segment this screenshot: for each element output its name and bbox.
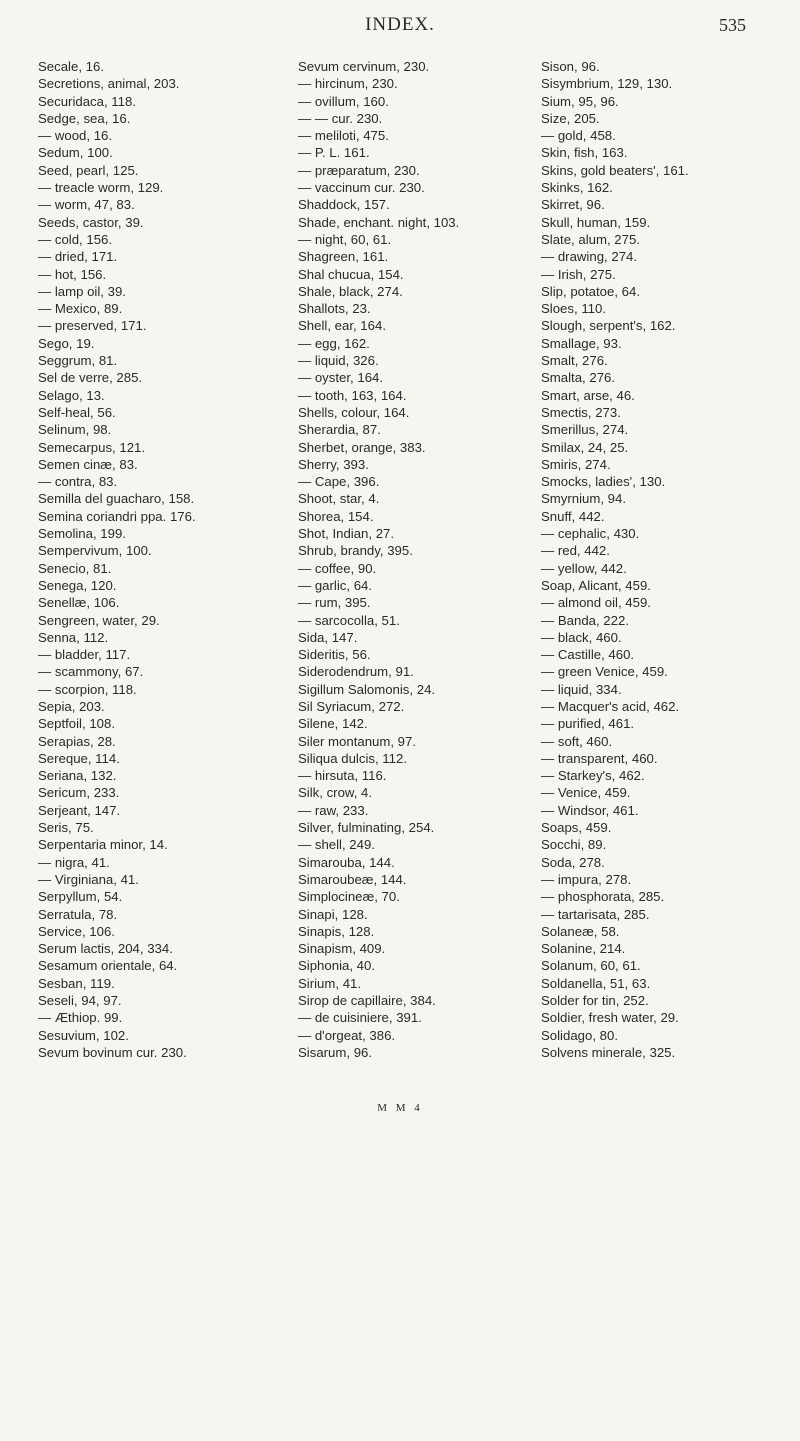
index-entry: Sirop de capillaire, 384.: [298, 993, 436, 1009]
index-entry: Serjeant, 147.: [38, 802, 121, 818]
index-entry: — Virginiana, 41.: [38, 871, 139, 887]
index-entry: — green Venice, 459.: [541, 664, 668, 680]
index-entry: Sigillum Salomonis, 24.: [298, 681, 436, 697]
index-entry: — tartarisata, 285.: [541, 906, 650, 922]
index-entry: — red, 442.: [541, 543, 610, 559]
index-entry: Solanine, 214.: [541, 941, 626, 957]
index-entry: — scorpion, 118.: [38, 681, 137, 697]
index-entry: Siler montanum, 97.: [298, 733, 417, 749]
index-entry: — — cur. 230.: [298, 110, 383, 126]
index-entry: Shallots, 23.: [298, 301, 371, 317]
index-entry: — liquid, 334.: [541, 681, 622, 697]
index-entry: Smart, arse, 46.: [541, 387, 635, 403]
index-entry: — contra, 83.: [38, 474, 118, 490]
index-entry: Size, 205.: [541, 110, 600, 126]
index-entry: — Windsor, 461.: [541, 802, 639, 818]
index-entry: Sesamum orientale, 64.: [38, 958, 178, 974]
index-entry: Shrub, brandy, 395.: [298, 543, 413, 559]
index-entry: Seed, pearl, 125.: [38, 162, 139, 178]
index-entry: Secretions, animal, 203.: [38, 76, 180, 92]
index-entry: Sego, 19.: [38, 335, 95, 351]
index-entry: Snuff, 442.: [541, 508, 605, 524]
index-entry: — Mexico, 89.: [38, 301, 123, 317]
index-entry: Sesuvium, 102.: [38, 1027, 129, 1043]
index-entry: Sil Syriacum, 272.: [298, 698, 405, 714]
index-entry: Soldanella, 51, 63.: [541, 975, 651, 991]
index-entry: — hirsuta, 116.: [298, 768, 387, 784]
index-entry: Seris, 75.: [38, 820, 94, 836]
index-entry: Seeds, castor, 39.: [38, 214, 144, 230]
index-entry: — garlic, 64.: [298, 577, 373, 593]
index-entry: Sengreen, water, 29.: [38, 612, 160, 628]
index-entry: Sereque, 114.: [38, 750, 120, 766]
index-entry: Sericum, 233.: [38, 785, 120, 801]
index-entry: Sherbet, orange, 383.: [298, 439, 426, 455]
index-entry: Soldier, fresh water, 29.: [541, 1010, 679, 1026]
index-entry: — yellow, 442.: [541, 560, 627, 576]
index-entry: — gold, 458.: [541, 128, 616, 144]
index-entry: Senellæ, 106.: [38, 595, 120, 611]
index-entry: Smalta, 276.: [541, 370, 616, 386]
index-column-3: [541, 58, 791, 1061]
index-entry: Service, 106.: [38, 923, 115, 939]
index-entry: Shaddock, 157.: [298, 197, 390, 213]
index-entry: Serratula, 78.: [38, 906, 118, 922]
index-entry: Shell, ear, 164.: [298, 318, 386, 334]
index-entry: Slip, potatoe, 64.: [541, 283, 640, 299]
index-entry: Shale, black, 274.: [298, 283, 403, 299]
index-entry: Sisarum, 96.: [298, 1044, 373, 1060]
index-entry: — P. L. 161.: [298, 145, 370, 161]
index-entry: — phosphorata, 285.: [541, 889, 665, 905]
index-entry: Smectis, 273.: [541, 404, 621, 420]
index-entry: — coffee, 90.: [298, 560, 377, 576]
index-entry: — Banda, 222.: [541, 612, 629, 628]
index-entry: — impura, 278.: [541, 871, 632, 887]
index-entry: — drawing, 274.: [541, 249, 638, 265]
index-entry: Shot, Indian, 27.: [298, 526, 395, 542]
index-entry: — cephalic, 430.: [541, 526, 640, 542]
index-entry: Securidaca, 118.: [38, 93, 136, 109]
index-entry: — tooth, 163, 164.: [298, 387, 407, 403]
index-column-1: [38, 58, 300, 1061]
index-entry: — de cuisiniere, 391.: [298, 1010, 422, 1026]
index-entry: — Starkey's, 462.: [541, 768, 645, 784]
page-number: 535: [719, 15, 746, 35]
index-entry: Soaps, 459.: [541, 820, 612, 836]
index-entry: Serapias, 28.: [38, 733, 116, 749]
index-entry: Sisymbrium, 129, 130.: [541, 76, 673, 92]
index-entry: Sinapis, 128.: [298, 923, 375, 939]
index-entry: — egg, 162.: [298, 335, 370, 351]
index-entry: — raw, 233.: [298, 802, 369, 818]
index-entry: Silver, fulminating, 254.: [298, 820, 435, 836]
index-entry: Selago, 13.: [38, 387, 105, 403]
index-entry: Semilla del guacharo, 158.: [38, 491, 195, 507]
index-entry: — scammony, 67.: [38, 664, 144, 680]
index-entry: — treacle worm, 129.: [38, 180, 164, 196]
page-header: [0, 14, 800, 44]
index-entry: Smilax, 24, 25.: [541, 439, 629, 455]
index-entry: — Castille, 460.: [541, 647, 635, 663]
index-entry: — d'orgeat, 386.: [298, 1027, 396, 1043]
index-entry: Sinapi, 128.: [298, 906, 368, 922]
index-entry: Solder for tin, 252.: [541, 993, 649, 1009]
index-entry: Smalt, 276.: [541, 353, 608, 369]
running-head: INDEX.: [365, 14, 435, 35]
index-entry: Sepia, 203.: [38, 698, 105, 714]
index-entry: — meliloti, 475.: [298, 128, 389, 144]
index-entry: — cold, 156.: [38, 231, 113, 247]
index-entry: Siderodendrum, 91.: [298, 664, 414, 680]
index-entry: Slate, alum, 275.: [541, 231, 640, 247]
index-entry: Sedge, sea, 16.: [38, 110, 131, 126]
index-entry: Smocks, ladies', 130.: [541, 474, 666, 490]
index-entry: Skins, gold beaters', 161.: [541, 162, 689, 178]
index-entry: Semina coriandri ppa. 176.: [38, 508, 196, 524]
index-entry: Serpentaria minor, 14.: [38, 837, 168, 853]
index-entry: Siliqua dulcis, 112.: [298, 750, 407, 766]
index-entry: Sel de verre, 285.: [38, 370, 143, 386]
index-entry: Sesban, 119.: [38, 975, 115, 991]
index-entry: Socchi, 89.: [541, 837, 607, 853]
index-entry: Sherry, 393.: [298, 456, 369, 472]
index-entry: Shells, colour, 164.: [298, 404, 410, 420]
index-entry: Sevum bovinum cur. 230.: [38, 1044, 187, 1060]
index-entry: Sium, 95, 96.: [541, 93, 619, 109]
index-entry: Soap, Alicant, 459.: [541, 577, 651, 593]
index-entry: Sherardia, 87.: [298, 422, 381, 438]
index-entry: — Venice, 459.: [541, 785, 631, 801]
index-entry: Simarouba, 144.: [298, 854, 395, 870]
index-entry: Semolina, 199.: [38, 526, 126, 542]
index-entry: Shal chucua, 154.: [298, 266, 404, 282]
index-entry: Silk, crow, 4.: [298, 785, 373, 801]
index-entry: — liquid, 326.: [298, 353, 379, 369]
index-entry: Senecio, 81.: [38, 560, 112, 576]
index-entry: — ovillum, 160.: [298, 93, 389, 109]
index-entry: Semen cinæ, 83.: [38, 456, 138, 472]
index-entry: — purified, 461.: [541, 716, 635, 732]
index-entry: Soda, 278.: [541, 854, 605, 870]
index-entry: — lamp oil, 39.: [38, 283, 126, 299]
index-entry: Simplocineæ, 70.: [298, 889, 400, 905]
index-entry: — oyster, 164.: [298, 370, 384, 386]
index-entry: Shorea, 154.: [298, 508, 374, 524]
index-entry: — hot, 156.: [38, 266, 107, 282]
index-entry: Sempervivum, 100.: [38, 543, 152, 559]
index-entry: — almond oil, 459.: [541, 595, 651, 611]
index-entry: Shagreen, 161.: [298, 249, 389, 265]
index-entry: — black, 460.: [541, 629, 622, 645]
index-entry: Serpyllum, 54.: [38, 889, 123, 905]
printer-signature: M M 4: [377, 1102, 423, 1114]
index-entry: Sloes, 110.: [541, 301, 607, 317]
index-entry: Sideritis, 56.: [298, 647, 371, 663]
index-entry: Selinum, 98.: [38, 422, 112, 438]
index-entry: — nigra, 41.: [38, 854, 110, 870]
index-entry: — shell, 249.: [298, 837, 375, 853]
index-entry: — Æthiop. 99.: [38, 1010, 123, 1026]
index-entry: Sevum cervinum, 230.: [298, 59, 430, 74]
index-entry: Serum lactis, 204, 334.: [38, 941, 173, 957]
index-entry: Seggrum, 81.: [38, 353, 118, 369]
index-entry: — Macquer's acid, 462.: [541, 698, 680, 714]
index-entry: Sison, 96.: [541, 59, 600, 74]
index-entry: — bladder, 117.: [38, 647, 131, 663]
index-entry: — Cape, 396.: [298, 474, 380, 490]
index-entry: Shade, enchant. night, 103.: [298, 214, 460, 230]
index-entry: Skinks, 162.: [541, 180, 613, 196]
index-entry: Slough, serpent's, 162.: [541, 318, 676, 334]
index-entry: Semecarpus, 121.: [38, 439, 146, 455]
index-entry: Septfoil, 108.: [38, 716, 115, 732]
index-entry: Solvens minerale, 325.: [541, 1044, 676, 1060]
index-entry: Sedum, 100.: [38, 145, 113, 161]
index-entry: Simaroubeæ, 144.: [298, 871, 407, 887]
index-entry: Sida, 147.: [298, 629, 358, 645]
index-entry: Seriana, 132.: [38, 768, 117, 784]
index-entry: — hircinum, 230.: [298, 76, 398, 92]
index-entry: Smyrnium, 94.: [541, 491, 627, 507]
index-entry: — transparent, 460.: [541, 750, 658, 766]
index-entry: Solaneæ, 58.: [541, 923, 620, 939]
index-entry: — dried, 171.: [38, 249, 118, 265]
index-entry: Smerillus, 274.: [541, 422, 629, 438]
index-entry: Shoot, star, 4.: [298, 491, 380, 507]
index-entry: Sinapism, 409.: [298, 941, 386, 957]
index-entry: Silene, 142.: [298, 716, 368, 732]
index-entry: Sirium, 41.: [298, 975, 362, 991]
index-entry: — Irish, 275.: [541, 266, 616, 282]
index-entry: — worm, 47, 83.: [38, 197, 135, 213]
index-entry: Solidago, 80.: [541, 1027, 618, 1043]
index-entry: — wood, 16.: [38, 128, 113, 144]
index-entry: — preserved, 171.: [38, 318, 147, 334]
index-entry: Senna, 112.: [38, 629, 109, 645]
index-entry: — vaccinum cur. 230.: [298, 180, 425, 196]
index-entry: — rum, 395.: [298, 595, 371, 611]
index-entry: Self-heal, 56.: [38, 404, 116, 420]
index-entry: Smallage, 93.: [541, 335, 622, 351]
index-entry: Secale, 16.: [38, 59, 104, 74]
index-entry: Smiris, 274.: [541, 456, 611, 472]
index-entry: Solanum, 60, 61.: [541, 958, 641, 974]
index-entry: Senega, 120.: [38, 577, 117, 593]
index-entry: Skin, fish, 163.: [541, 145, 628, 161]
index-entry: Siphonia, 40.: [298, 958, 375, 974]
index-entry: — night, 60, 61.: [298, 231, 392, 247]
index-entry: Skull, human, 159.: [541, 214, 651, 230]
index-entry: — sarcocolla, 51.: [298, 612, 400, 628]
index-entry: Skirret, 96.: [541, 197, 605, 213]
index-entry: Seseli, 94, 97.: [38, 993, 122, 1009]
index-column-2: [298, 58, 560, 1061]
index-entry: — præparatum, 230.: [298, 162, 420, 178]
index-entry: — soft, 460.: [541, 733, 613, 749]
